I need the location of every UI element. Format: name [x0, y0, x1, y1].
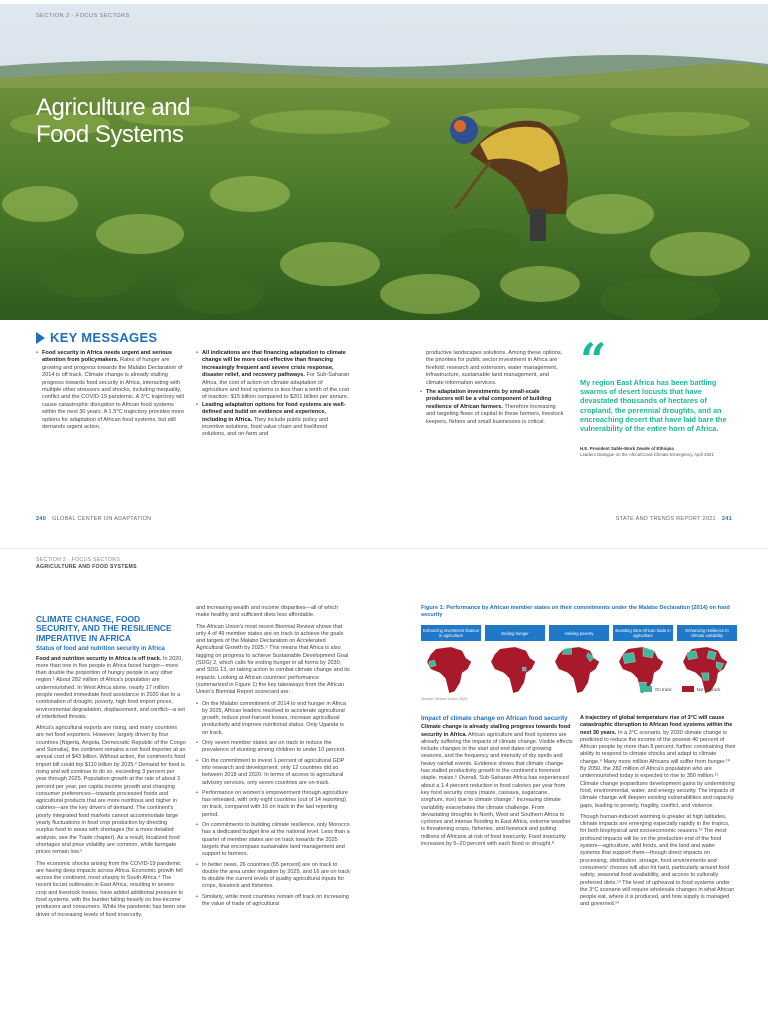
list-item: • Performance on women's empowerment through agriculture has retreated, with only eight countries (out of 14 reporting) on track, compared with 16 on track in the last reporting period. [196, 790, 351, 819]
chapter-title [36, 94, 190, 148]
text-column-1 [36, 615, 186, 923]
paragraph-lead: Climate change is already stalling progress towards food security in Africa. [421, 724, 571, 738]
africa-map-hunger [485, 645, 545, 697]
scorecard-bullet-list [196, 701, 351, 909]
legend-swatch [640, 686, 652, 692]
key-message-text: Therefore increasing and targeting flows of capital to these farmers, livestock keepers, fishers and small businesses is critical. [426, 403, 564, 425]
figure-category: Ending hunger [485, 625, 545, 641]
key-messages-column-2 [196, 350, 350, 439]
section-heading: CLIMATE CHANGE, FOOD SECURITY, AND THE RESILIENCE IMPERATIVE IN AFRICA [36, 614, 172, 643]
paragraph [36, 656, 186, 722]
legend-item-on-track [640, 686, 672, 692]
farm-field-illustration [0, 4, 768, 320]
footer-publisher: GLOBAL CENTER ON ADAPTATION [52, 516, 152, 522]
key-message-bold: Leading adaptation options for food systems are well-defined and build on evidence and experience, including in Africa. [202, 401, 346, 423]
section-name: SECTION 2 · FOCUS SECTORS [36, 557, 121, 563]
paragraph-text: African agriculture and food systems are already suffering the impacts of climate change. Visible effects include changes to the start and end dates of growing seasons, and the frequency and intensity of dry spells and heavy rainfall events. Evidence shows that climate change has stalled productivity growth in the continent's foremost staple, maize.⁶ Overall, Sub-Saharan Africa has experienced about a 1.4 percent reduction in food calories per year from key food security crops (maize, cassava, sugarcane, sorghum, rice) due to climate change.⁷ Increasing climate variability exacerbates the climate challenge. From devastating droughts in North, West and Southern Africa to cyclones and intense flooding in East Africa, extreme weather is threatening crops, fisheries, and livestock and putting millions of Africans at risk of food insecurity. Food insecurity increases by 5–20 percent with each flood or drought.⁸ [421, 731, 573, 848]
triangle-arrow-icon [36, 332, 45, 344]
chapter-title-line-1: Agriculture and [36, 94, 190, 121]
section-label: SECTION 2 · FOCUS SECTORS [36, 13, 130, 19]
paragraph [421, 724, 573, 848]
list-item: • Similarly, while most countries remain off track on increasing the value of trade of agricultural [196, 894, 351, 909]
key-messages-title: KEY MESSAGES [50, 330, 158, 345]
list-item: • On the commitment to invest 1 percent of agricultural GDP into research and development, only 12 countries did so between 2018 and 2020. In terms of access to agricultural advisory services, only seven countries are on-track. [196, 758, 351, 787]
quote-mark-icon: “ [580, 333, 607, 387]
page-number-left: 240 [36, 516, 47, 522]
footer-report-title: STATE AND TRENDS REPORT 2021 [615, 516, 716, 522]
quote-event: Leaders Dialogue on the Africa/Covid-Climate Emergency, April 2021 [580, 452, 714, 457]
africa-map-poverty [549, 645, 609, 697]
subsection-heading: Impact of climate change on African food security [421, 715, 568, 722]
list-item: • On commitments to building climate resilience, only Morocco has a dedicated budget line at the national level. Less than a quarter of member states are on track towards the 2025 targets that encompass sustainable land management and support to farmers. [196, 822, 351, 858]
key-message-bold: The adaptation investments by small-scale producers will be a vital component of building resilience of African farmers. [426, 389, 552, 410]
key-messages-column-3 [420, 350, 564, 426]
key-message-text: Rates of hunger are growing and progress towards the Malabo Declaration of 2014 is off track. Climate change is already stalling progress towards food security in Africa, interacting with multiple other stressors and shocks, including inequality, conflict and the COVID-19 pandemic. A 3°C trajectory will cause catastrophic disruption to African food systems within the next 30 years. A 1.5°C trajectory provides more options for adaptation of African food systems, but still demands urgent action. [42, 357, 185, 431]
key-message-text: They include public policy and incentive solutions, food value chain and livelihood solutions, and on-farm and [202, 416, 329, 438]
text-column-3 [421, 715, 573, 852]
subsection-name: AGRICULTURE AND FOOD SYSTEMS [36, 564, 137, 570]
legend-label: On track [655, 686, 672, 692]
key-message-bold: Food security in Africa needs urgent and serious attention from policymakers. [42, 350, 173, 364]
key-message-continued: productive landscapes solutions. Among these options, the priorities for public sector investment in Africa are fivefold: research and extension, water management, infrastructure, sustainable land management, and climate information services. [426, 350, 563, 386]
key-message-item [196, 402, 350, 439]
paragraph-lead: A trajectory of global temperature rise of 3°C will cause catastrophic disruption to African food systems within the next 30 years. [580, 715, 733, 736]
key-message-item [36, 350, 188, 431]
chapter-title-line-2: Food Systems [36, 121, 184, 148]
key-message-item [196, 350, 350, 402]
pull-quote: My region East Africa has been battling swarms of desert locusts that have devastated thousands of hectares of cropland, the perennial droughts, and an encroaching desert that have laid bare the vulnerability of the entire horn of Africa. [580, 378, 727, 434]
figure-legend [640, 686, 720, 692]
figure-category: Enhancing resilience to climate variability [677, 625, 737, 641]
paragraph-text: In a 3°C scenario, by 2030 climate change is predicted to reduce the income of the poorest 40 percent of African people by more than 8 percent, further constraining their ability to respond to climate shocks and adapt to climate change.⁹ Many more million Africans will suffer from hunger.¹⁰ By 2050, the 282 million of Africa's population who are undernourished today is expected to rise to 350 million.¹¹ Climate change jeopardizes development gains by undermining food, environmental, water, and energy security. The impacts of climate change will deepen existing vulnerabilities and capacity gaps, leading to poverty, fragility, conflict, and violence. [580, 729, 736, 809]
figure-category: Halving poverty [549, 625, 609, 641]
figure-source: Source: African Union 2020 [421, 697, 468, 701]
paragraph: The economic shocks arising from the COVID-19 pandemic are having deep impacts across Africa. Economic growth fell across the continent, most sharply in South Africa.⁴ The recent locust outbreaks in East Africa, resulting in severe crop and livestock losses, have added additional pressure to food systems, with the burden falling heavily on low-income producers and consumers. While the pandemic has been one driver of increasing levels of food insecurity, [36, 860, 186, 918]
paragraph [580, 715, 736, 810]
figure-category-headers [421, 625, 737, 641]
hero-photo [0, 4, 768, 320]
key-message-item [420, 389, 564, 426]
key-message-text: For Sub-Saharan Africa, the cost of action on climate adaptation of agriculture and food systems is less than a tenth of the cost of inaction: $15 billion compared to $201 billion per annum. [202, 372, 350, 401]
figure-category: Enhancing investment finance in agriculture [421, 625, 481, 641]
spread-climate-food-security [0, 548, 768, 1024]
figure-title: Figure 1: Performance by African member states on their commitments under the Malabo Declaration (2014) on food security [421, 605, 730, 618]
list-item: • Only seven member states are on track to reduce the prevalence of stunting among children to under 10 percent. [196, 740, 351, 755]
text-column-2 [196, 605, 351, 911]
list-item: • In better news, 26 countries (65 percent) are on track to double the area under irrigation by 2025, and 16 are on track to double the current levels of quality agricultural inputs for crops, livestock and fisheries. [196, 862, 351, 891]
paragraph: and increasing wealth and income disparities—all of which make healthy and sufficient diets less affordable. [196, 605, 339, 619]
paragraph-text: In 2020, more than one in five people in Africa faced hunger—more than double the proportion of hungry people in any other region.¹ About 282 million of Africa's population are undernourished. In West Africa alone, nearly 17 million people needed immediate food assistance in 2020 due to a combination of drought, poverty, high food import prices, environmental degradation, displacement, and conflict—a set of interlinked threats. [36, 655, 185, 720]
page-number-right: 241 [721, 516, 732, 522]
subsection-heading: Status of food and nutrition security in Africa [36, 646, 165, 653]
footer-left [36, 516, 151, 522]
paragraph-lead: Food and nutrition security in Africa is off track. [36, 655, 162, 662]
quote-speaker: H.E. President Sahle-Work Zewde of Ethiopia [580, 446, 674, 451]
legend-label: Not on track [696, 686, 721, 692]
key-message-bold: All indications are that financing adaptation to climate change will be more cost-effective than financing increasingly frequent and severe crisis response, disaster relief, and recovery pathways. [202, 350, 346, 379]
figure-category: Boosting intra-African trade in agriculture [613, 625, 673, 641]
quote-attribution [580, 446, 740, 458]
footer-right [616, 516, 732, 522]
paragraph: Africa's agricultural exports are rising, and many countries are net food exporters. However, largely driven by four countries (Nigeria, Angola, Democratic Republic of the Congo and Somalia), the continent remains a net food importer at an annual cost of $43 billion. Without action, the continent's food import bill could top $110 billion by 2025.² Demand for food is rising and will continue to do so, exceeding 3 percent per year through 2025. Population growth at the rate of about 3 percent per year, per capita income growth and changing consumer preferences—towards processed foods and agricultural products that are more nutritious and higher in calories—are the key drivers of demand. The continent's poorly integrated food markets cannot accommodate large yearly fluctuations in food crop production by directing surplus food to areas with shortages (for a more detailed analysis, see the Trade chapter). As a result, localized food shortages and price volatility are common, while farmgate prices remain low.³ [36, 725, 186, 856]
legend-item-not-on-track [682, 686, 721, 692]
list-item: • On the Malabo commitment of 2014 to end hunger in Africa by 2025, African leaders resolved to accelerate agricultural growth, reduce post-harvest losses, increase agricultural productivity and improve nutritional status. Only Uganda is on track. [196, 701, 351, 737]
key-messages-heading [36, 330, 157, 345]
text-column-4 [580, 715, 736, 913]
key-messages-column-1 [36, 350, 188, 431]
legend-swatch [682, 686, 694, 692]
paragraph: The African Union's most recent Biennial Review shows that only 4 of 49 member states are on track to achieve the goals and targets of the Malabo Declaration on Accelerated Agricultural Growth by 2025.⁵ This means that Africa is also lagging on progress to achieve Sustainable Development Goal (SDG) 2, which calls for ending hunger in all forms by 2030, and SDG 13, on taking action to combat climate change and its impacts. Looking at African countries' performance (summarized in Figure 1) the key takeaways from the African Union's Biennial Report scorecard are: [196, 623, 350, 696]
paragraph: Though human-induced warming is greater at high latitudes, climate impacts are emerging especially rapidly in the tropics, for both biophysical and socioeconomic reasons.¹² The most profound impacts will be on the production end of the food system—agriculture, wild foods, and the land and water systems that support them—though direct impacts on processing, distribution, storage, food environments and consumers' choices will also hit hard, particularly around food safety, seasonal food availability, and access to culturally preferred diets.¹³ The level of upheaval to food systems under the 3°C scenario will require wholesale changes in what African people eat, where it is produced, and how supply is managed and governed.¹⁴ [580, 813, 735, 908]
africa-map-investment [421, 645, 481, 697]
section-label [36, 557, 137, 571]
